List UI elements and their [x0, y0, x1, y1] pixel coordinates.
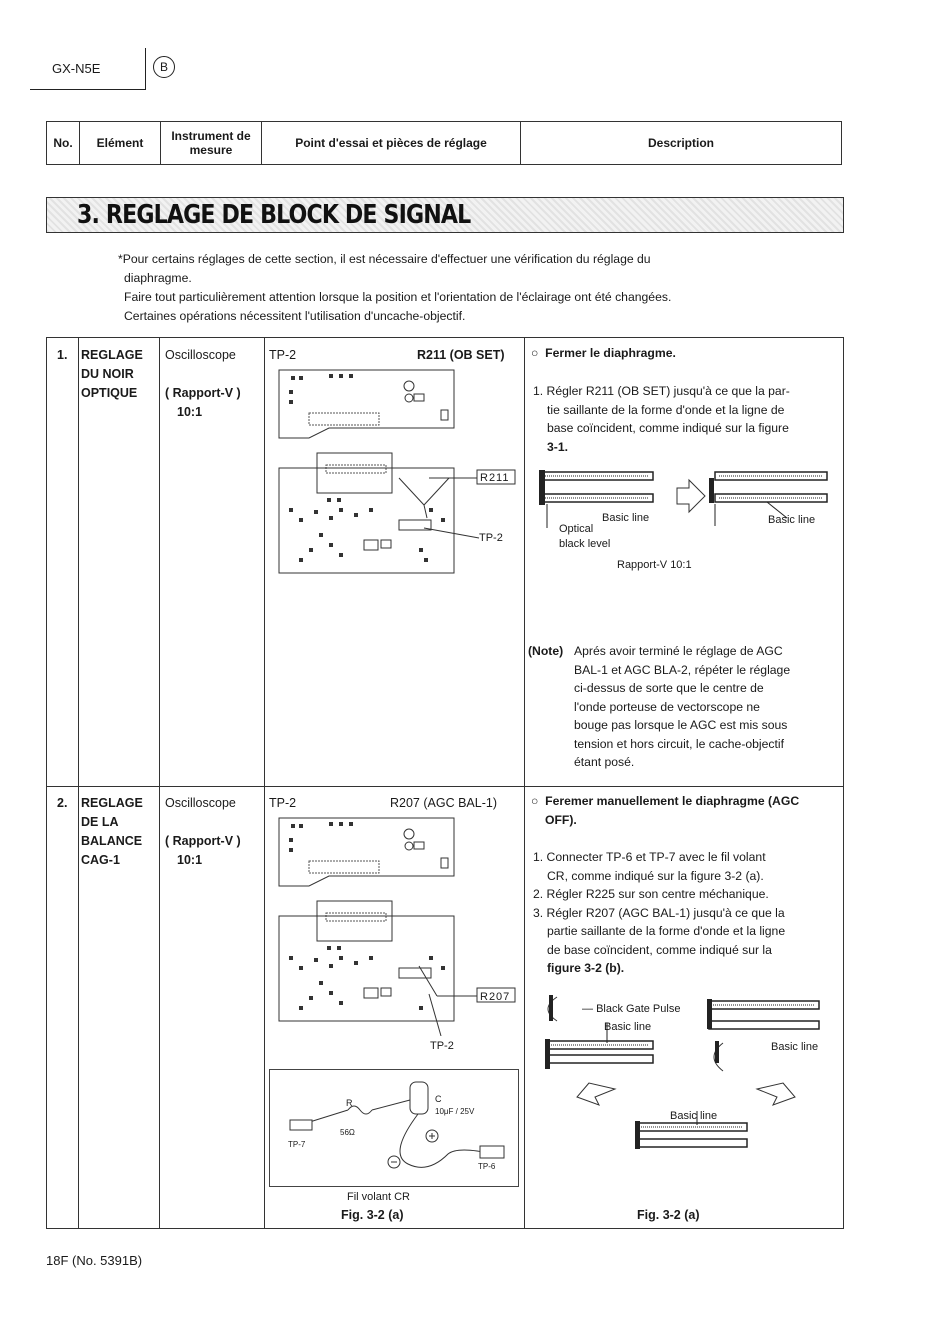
row2-diagram-part-label: R207 — [480, 991, 511, 1003]
cr-tp6-label: TP-6 — [478, 1162, 496, 1171]
col-element: Elément — [80, 122, 161, 165]
intro-line: *Pour certains réglages de cette section, il est nécessaire d'effectuer une vérification du réglage du — [118, 252, 651, 266]
row2-test-point: TP-2 — [269, 796, 297, 810]
row1-desc-head: ○ Fermer le diaphragme. — [531, 346, 676, 360]
cr-caption: Fil volant CR — [347, 1191, 410, 1203]
procedure-table — [46, 337, 844, 1229]
cr-tp7-label: TP-7 — [288, 1140, 306, 1149]
row1-instrument: Oscilloscope — [165, 348, 236, 362]
row2-element: REGLAGE DE LA BALANCE CAG-1 — [81, 796, 143, 867]
intro-line: Certaines opérations nécessitent l'utilisation d'uncache-objectif. — [124, 309, 466, 323]
col-no: No. — [47, 122, 80, 165]
page-footer: 18F (No. 5391B) — [46, 1253, 143, 1268]
row2-fig-left: Fig. 3-2 (a) — [341, 1208, 404, 1222]
section-title: 3. REGLAGE DE BLOCK DE SIGNAL — [77, 200, 471, 230]
cr-jumper-diagram — [269, 1069, 519, 1187]
row2-waveform-figure — [537, 993, 837, 1193]
region-badge: B — [153, 56, 175, 78]
cr-cap-label: 10μF / 25V — [435, 1107, 475, 1116]
row1-note-label: (Note) — [528, 644, 564, 658]
row2-ratio-label: ( Rapport-V ) — [165, 834, 241, 848]
intro-text — [118, 250, 778, 326]
row1-diagram-tp-label: TP-2 — [479, 532, 503, 544]
col-description: Description — [521, 122, 842, 165]
column-header-table — [46, 121, 842, 165]
row2-number: 2. — [57, 796, 68, 810]
cr-res-label: 56Ω — [340, 1128, 355, 1137]
row2-wave-basic-line-1: Basic line — [604, 1021, 652, 1033]
header-divider — [145, 48, 146, 90]
intro-line: diaphragme. — [124, 271, 192, 285]
row1-wave-optical: Optical black level — [559, 523, 611, 550]
header-underline — [30, 89, 146, 90]
model-number: GX-N5E — [52, 61, 101, 76]
row2-wave-bgp: — Black Gate Pulse — [582, 1003, 681, 1015]
row1-number: 1. — [57, 348, 68, 362]
row1-diagram-part-label: R211 — [480, 472, 510, 484]
row1-wave-basic-line-2: Basic line — [768, 514, 816, 526]
col-point: Point d'essai et pièces de réglage — [262, 122, 521, 165]
row1-part: R211 (OB SET) — [417, 348, 505, 362]
row1-ratio: 10:1 — [177, 405, 203, 419]
row1-note-text: Aprés avoir terminé le réglage de AGC BAL-1 et AGC BLA-2, répéter le réglage ci-dessus de sorte que le centre de l'onde porteuse de vectorscope ne bouge pas lorsque le AGC est mis sous tension et hors circuit, le cache-objectif étant posé. — [574, 644, 791, 769]
row2-part: R207 (AGC BAL-1) — [390, 796, 497, 810]
row1-wave-ratio: Rapport-V 10:1 — [617, 559, 692, 571]
section-banner — [46, 197, 844, 233]
row1-test-point: TP-2 — [269, 348, 297, 362]
row1-wave-basic-line-1: Basic line — [602, 512, 650, 524]
row2-wave-basic-line-2: Basic line — [771, 1041, 819, 1053]
row2-instrument: Oscilloscope — [165, 796, 236, 810]
row2-fig-right: Fig. 3-2 (a) — [637, 1208, 700, 1222]
row1-steps: 1. Régler R211 (OB SET) jusqu'à ce que la par- tie saillante de la forme d'onde et la ligne de base coïncident, comme indiqué sur la figure 3-1. — [533, 384, 790, 454]
row2-ratio: 10:1 — [177, 853, 203, 867]
col-instrument: Instrument de mesure — [161, 122, 262, 165]
row2-wave-basic-line-3: Basic line — [670, 1110, 718, 1122]
row2-desc-head: ○ Feremer manuellement le diaphragme (AGC OFF). — [531, 794, 800, 827]
row2-diagram-tp-label: TP-2 — [430, 1040, 454, 1052]
row1-element: REGLAGE DU NOIR OPTIQUE — [81, 348, 143, 400]
cr-r-label: R — [346, 1098, 353, 1108]
row1-ratio-label: ( Rapport-V ) — [165, 386, 241, 400]
row2-steps: 1. Connecter TP-6 et TP-7 avec le fil volant CR, comme indiqué sur la figure 3-2 (a). 2. Régler R225 sur son centre méchanique. 3. Régler R207 (AGC BAL-1) jusqu'à ce que la partie saillante de la forme d'onde et la ligne de base coïncident, comme indiqué sur la figure 3-2 (b). — [533, 850, 786, 975]
intro-line: Faire tout particulièrement attention lorsque la position et l'orientation de l'éclairage ont été changées. — [124, 290, 672, 304]
cr-c-label: C — [435, 1094, 442, 1104]
